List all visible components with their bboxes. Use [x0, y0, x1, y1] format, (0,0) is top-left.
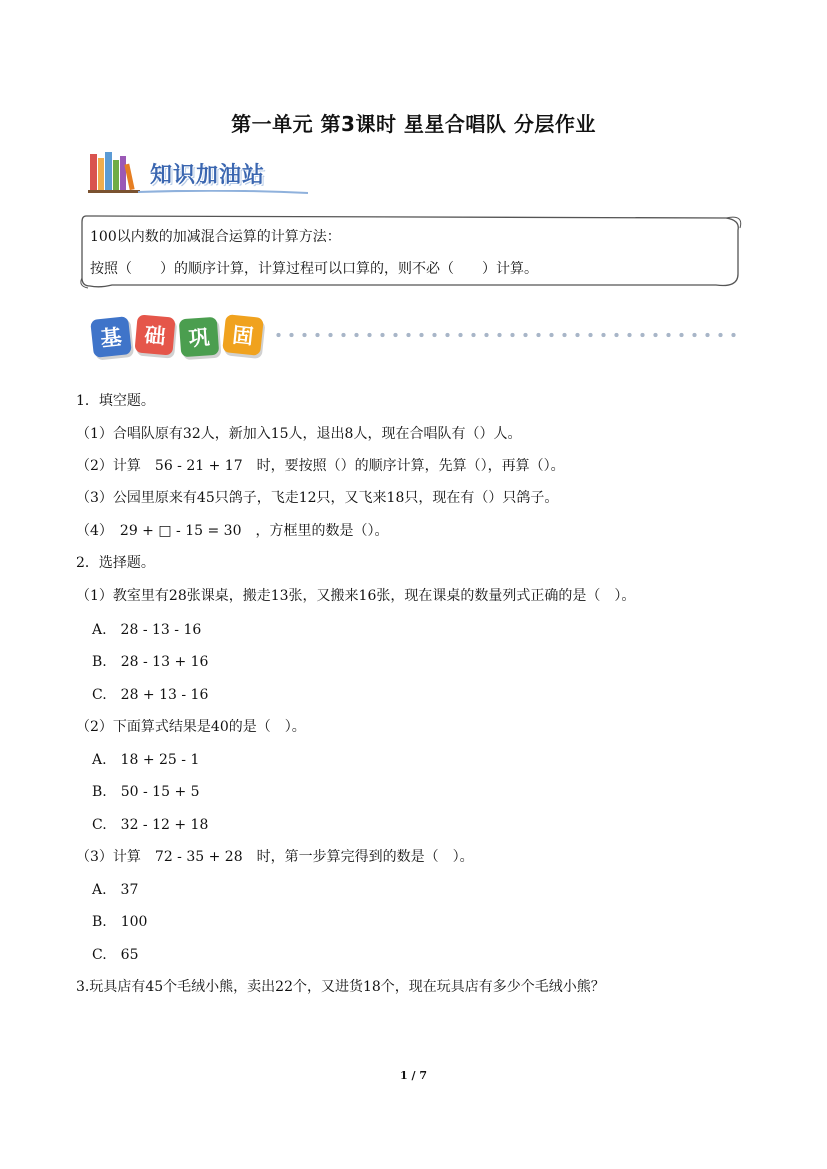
- basic-practice-banner: [86, 312, 746, 360]
- q1-item-1: （1）合唱队原有32人，新加入15人，退出8人，现在合唱队有（）人。: [76, 426, 522, 442]
- q2-3-option-b: B. 100: [92, 914, 148, 930]
- q2-1-option-b: B. 28 - 13 + 16: [92, 654, 209, 670]
- knowledge-box: [76, 212, 744, 290]
- q1-item-4: （4） 29 + □ - 15 = 30 ，方框里的数是（）。: [76, 523, 389, 539]
- q2-3-stem: （3）计算 72 - 35 + 28 时，第一步算完得到的数是（ ）。: [76, 849, 474, 865]
- q2-3-option-a: A. 37: [92, 882, 139, 898]
- q2-2-option-b: B. 50 - 15 + 5: [92, 784, 200, 800]
- q1-item-3: （3）公园里原来有45只鸽子，飞走12只，又飞来18只，现在有（）只鸽子。: [76, 490, 559, 506]
- q2-2-option-c: C. 32 - 12 + 18: [92, 817, 209, 833]
- knowledge-line-2: 按照（ ）的顺序计算，计算过程可以口算的，则不必（ ）计算。: [90, 261, 538, 277]
- q1-item-2: （2）计算 56 - 21 + 17 时，要按照（）的顺序计算，先算（），再算（）。: [76, 458, 565, 474]
- knowledge-banner-label: 知识加油站: [150, 163, 266, 188]
- dotted-divider: [272, 332, 742, 338]
- q2-2-option-a: A. 18 + 25 - 1: [92, 752, 200, 768]
- q2-1-option-c: C. 28 + 13 - 16: [92, 687, 209, 703]
- banner-tile-2: 础: [134, 314, 175, 355]
- page-title: 第一单元 第3课时 星星合唱队 分层作业: [231, 112, 596, 136]
- page-number: 1 / 7: [400, 1069, 427, 1082]
- books-icon: [88, 148, 144, 194]
- q2-1-stem: （1）教室里有28张课桌，搬走13张，又搬来16张，现在课桌的数量列式正确的是（ ）。: [76, 588, 636, 604]
- q1-heading: 1．填空题。: [76, 393, 155, 409]
- banner-tile-3: 巩: [179, 317, 220, 358]
- q2-3-option-c: C. 65: [92, 947, 139, 963]
- q2-2-stem: （2）下面算式结果是40的是（ ）。: [76, 719, 306, 735]
- q2-1-option-a: A. 28 - 13 - 16: [92, 622, 202, 638]
- scroll-frame: [76, 212, 744, 290]
- q3-text: 3.玩具店有45个毛绒小熊，卖出22个，又进货18个，现在玩具店有多少个毛绒小熊？: [76, 979, 605, 995]
- banner-tile-4: 固: [222, 314, 264, 356]
- banner-underline: [138, 190, 308, 194]
- knowledge-line-1: 100以内数的加减混合运算的计算方法：: [90, 229, 341, 245]
- banner-tile-1: 基: [90, 316, 132, 358]
- q2-heading: 2．选择题。: [76, 555, 155, 571]
- knowledge-banner: [88, 148, 318, 198]
